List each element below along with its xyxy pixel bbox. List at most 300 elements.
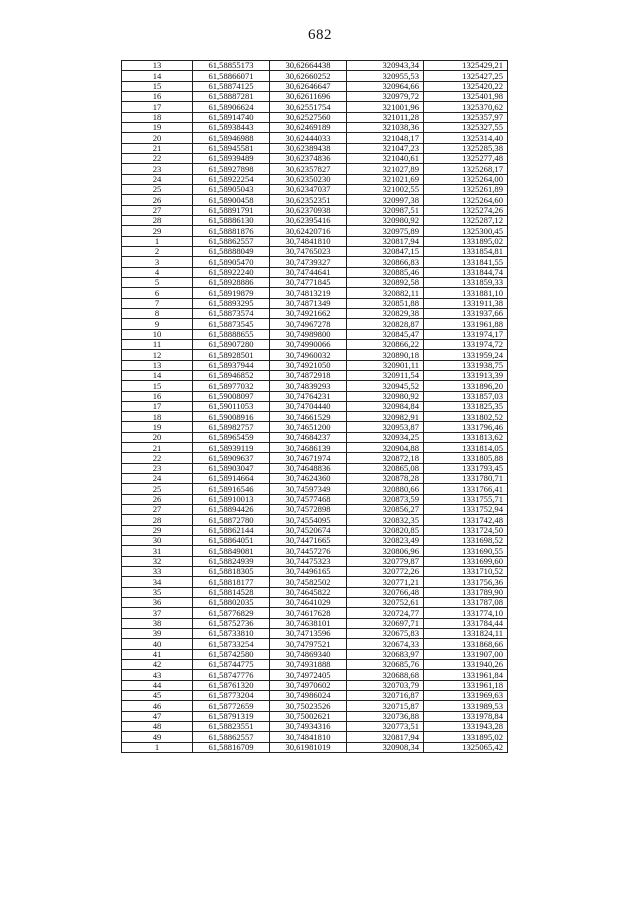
y-coordinate-cell: 1325277,48 [424,153,508,163]
longitude-cell: 30,74921662 [270,308,347,318]
point-number-cell: 23 [122,463,193,473]
y-coordinate-cell: 1331793,45 [424,463,508,473]
x-coordinate-cell: 320964,66 [347,81,424,91]
longitude-cell: 30,62646647 [270,81,347,91]
longitude-cell: 30,74931888 [270,660,347,670]
point-number-cell: 16 [122,391,193,401]
longitude-cell: 30,74572898 [270,505,347,515]
latitude-cell: 61,58910013 [193,494,270,504]
latitude-cell: 61,58818305 [193,567,270,577]
longitude-cell: 30,74704440 [270,401,347,411]
point-number-cell: 43 [122,670,193,680]
x-coordinate-cell: 320984,84 [347,401,424,411]
latitude-cell: 61,58922254 [193,174,270,184]
longitude-cell: 30,74739327 [270,257,347,267]
latitude-cell: 61,58744775 [193,660,270,670]
y-coordinate-cell: 1331813,62 [424,432,508,442]
y-coordinate-cell: 1331752,94 [424,505,508,515]
longitude-cell: 30,74475323 [270,556,347,566]
latitude-cell: 61,58909637 [193,453,270,463]
point-number-cell: 4 [122,267,193,277]
table-row [122,432,508,442]
longitude-cell: 30,62444033 [270,133,347,143]
x-coordinate-cell: 320878,28 [347,474,424,484]
x-coordinate-cell: 320866,22 [347,339,424,349]
table-row [122,267,508,277]
x-coordinate-cell: 320953,87 [347,422,424,432]
table-row [122,629,508,639]
y-coordinate-cell: 1331911,38 [424,298,508,308]
coordinates-table [121,60,508,753]
point-number-cell: 2 [122,246,193,256]
table-row [122,691,508,701]
table-row [122,608,508,618]
x-coordinate-cell: 320716,87 [347,691,424,701]
point-number-cell: 26 [122,494,193,504]
point-number-cell: 21 [122,443,193,453]
table-row [122,370,508,380]
table-row [122,567,508,577]
point-number-cell: 15 [122,381,193,391]
latitude-cell: 61,58742580 [193,649,270,659]
point-number-cell: 25 [122,184,193,194]
longitude-cell: 30,74934316 [270,722,347,732]
y-coordinate-cell: 1331907,00 [424,649,508,659]
x-coordinate-cell: 320736,88 [347,711,424,721]
longitude-cell: 30,62350230 [270,174,347,184]
latitude-cell: 61,58873545 [193,319,270,329]
point-number-cell: 19 [122,422,193,432]
x-coordinate-cell: 320873,59 [347,494,424,504]
x-coordinate-cell: 321001,96 [347,102,424,112]
x-coordinate-cell: 320817,94 [347,732,424,742]
point-number-cell: 22 [122,153,193,163]
point-number-cell: 16 [122,91,193,101]
longitude-cell: 30,62370938 [270,205,347,215]
y-coordinate-cell: 1331895,02 [424,732,508,742]
latitude-cell: 61,58862144 [193,525,270,535]
table-row [122,515,508,525]
x-coordinate-cell: 321002,55 [347,184,424,194]
point-number-cell: 21 [122,143,193,153]
x-coordinate-cell: 320997,38 [347,195,424,205]
longitude-cell: 30,75023526 [270,701,347,711]
table-row [122,174,508,184]
longitude-cell: 30,74641029 [270,598,347,608]
longitude-cell: 30,62420716 [270,226,347,236]
y-coordinate-cell: 1331710,52 [424,567,508,577]
point-number-cell: 28 [122,515,193,525]
longitude-cell: 30,62352351 [270,195,347,205]
latitude-cell: 61,58977032 [193,381,270,391]
point-number-cell: 19 [122,122,193,132]
latitude-cell: 61,58862557 [193,236,270,246]
y-coordinate-cell: 1331814,05 [424,443,508,453]
y-coordinate-cell: 1331959,24 [424,350,508,360]
longitude-cell: 30,74841810 [270,732,347,742]
latitude-cell: 61,58937944 [193,360,270,370]
latitude-cell: 61,58814528 [193,587,270,597]
longitude-cell: 30,61981019 [270,742,347,752]
y-coordinate-cell: 1331969,63 [424,691,508,701]
table-row [122,71,508,81]
table-row [122,422,508,432]
x-coordinate-cell: 320975,89 [347,226,424,236]
longitude-cell: 30,74554095 [270,515,347,525]
table-row [122,546,508,556]
longitude-cell: 30,62389438 [270,143,347,153]
latitude-cell: 61,58802035 [193,598,270,608]
y-coordinate-cell: 1331698,52 [424,536,508,546]
latitude-cell: 61,58906624 [193,102,270,112]
point-number-cell: 48 [122,722,193,732]
table-row [122,556,508,566]
y-coordinate-cell: 1331789,90 [424,587,508,597]
y-coordinate-cell: 1331974,72 [424,339,508,349]
point-number-cell: 18 [122,112,193,122]
longitude-cell: 30,74990066 [270,339,347,349]
table-row [122,732,508,742]
latitude-cell: 61,58907280 [193,339,270,349]
point-number-cell: 15 [122,81,193,91]
y-coordinate-cell: 1331974,17 [424,329,508,339]
longitude-cell: 30,74871349 [270,298,347,308]
longitude-cell: 30,74471665 [270,536,347,546]
y-coordinate-cell: 1331690,55 [424,546,508,556]
y-coordinate-cell: 1331857,03 [424,391,508,401]
latitude-cell: 61,58733254 [193,639,270,649]
table-row [122,577,508,587]
x-coordinate-cell: 320703,79 [347,680,424,690]
table-row [122,236,508,246]
point-number-cell: 3 [122,257,193,267]
table-row [122,401,508,411]
table-row [122,61,508,71]
table-row [122,226,508,236]
y-coordinate-cell: 1331868,66 [424,639,508,649]
latitude-cell: 61,58816709 [193,742,270,752]
y-coordinate-cell: 1325300,45 [424,226,508,236]
table-row [122,649,508,659]
latitude-cell: 61,58946852 [193,370,270,380]
latitude-cell: 61,58862557 [193,732,270,742]
latitude-cell: 61,58733810 [193,629,270,639]
x-coordinate-cell: 320771,21 [347,577,424,587]
x-coordinate-cell: 320806,96 [347,546,424,556]
longitude-cell: 30,74972405 [270,670,347,680]
point-number-cell: 30 [122,536,193,546]
x-coordinate-cell: 321047,23 [347,143,424,153]
x-coordinate-cell: 320828,87 [347,319,424,329]
point-number-cell: 27 [122,505,193,515]
latitude-cell: 61,58824939 [193,556,270,566]
x-coordinate-cell: 320943,34 [347,61,424,71]
latitude-cell: 61,58855173 [193,61,270,71]
y-coordinate-cell: 1325264,00 [424,174,508,184]
table-row [122,587,508,597]
table-row [122,91,508,101]
latitude-cell: 61,58874125 [193,81,270,91]
longitude-cell: 30,62611696 [270,91,347,101]
longitude-cell: 30,74684237 [270,432,347,442]
table-row [122,722,508,732]
latitude-cell: 61,59008916 [193,412,270,422]
y-coordinate-cell: 1331896,20 [424,381,508,391]
table-row [122,598,508,608]
point-number-cell: 37 [122,608,193,618]
x-coordinate-cell: 321027,89 [347,164,424,174]
x-coordinate-cell: 320880,66 [347,484,424,494]
x-coordinate-cell: 320955,53 [347,71,424,81]
latitude-cell: 61,58982757 [193,422,270,432]
longitude-cell: 30,74765023 [270,246,347,256]
point-number-cell: 1 [122,236,193,246]
point-number-cell: 33 [122,567,193,577]
y-coordinate-cell: 1331961,88 [424,319,508,329]
point-number-cell: 7 [122,298,193,308]
x-coordinate-cell: 320675,83 [347,629,424,639]
point-number-cell: 31 [122,546,193,556]
y-coordinate-cell: 1325268,17 [424,164,508,174]
latitude-cell: 61,58881876 [193,226,270,236]
point-number-cell: 17 [122,102,193,112]
y-coordinate-cell: 1331913,39 [424,370,508,380]
table-row [122,112,508,122]
longitude-cell: 30,75002621 [270,711,347,721]
latitude-cell: 61,58939119 [193,443,270,453]
x-coordinate-cell: 320823,49 [347,536,424,546]
table-row [122,257,508,267]
table-row [122,360,508,370]
x-coordinate-cell: 320934,25 [347,432,424,442]
x-coordinate-cell: 320832,35 [347,515,424,525]
longitude-cell: 30,62357827 [270,164,347,174]
latitude-cell: 61,58866071 [193,71,270,81]
y-coordinate-cell: 1331780,71 [424,474,508,484]
longitude-cell: 30,74648836 [270,463,347,473]
point-number-cell: 41 [122,649,193,659]
point-number-cell: 38 [122,618,193,628]
y-coordinate-cell: 1331796,46 [424,422,508,432]
longitude-cell: 30,74597349 [270,484,347,494]
table-row [122,701,508,711]
latitude-cell: 61,59011053 [193,401,270,411]
point-number-cell: 1 [122,742,193,752]
page-number: 682 [308,27,332,43]
table-row [122,453,508,463]
point-number-cell: 18 [122,412,193,422]
latitude-cell: 61,58922240 [193,267,270,277]
latitude-cell: 61,58927898 [193,164,270,174]
latitude-cell: 61,58776829 [193,608,270,618]
y-coordinate-cell: 1331859,33 [424,277,508,287]
point-number-cell: 47 [122,711,193,721]
longitude-cell: 30,74645822 [270,587,347,597]
x-coordinate-cell: 320908,34 [347,742,424,752]
longitude-cell: 30,74921050 [270,360,347,370]
x-coordinate-cell: 320872,18 [347,453,424,463]
point-number-cell: 25 [122,484,193,494]
longitude-cell: 30,62527560 [270,112,347,122]
y-coordinate-cell: 1331895,02 [424,236,508,246]
y-coordinate-cell: 1331943,28 [424,722,508,732]
point-number-cell: 26 [122,195,193,205]
point-number-cell: 13 [122,61,193,71]
table-row [122,536,508,546]
longitude-cell: 30,62395416 [270,215,347,225]
y-coordinate-cell: 1331766,41 [424,484,508,494]
longitude-cell: 30,62660252 [270,71,347,81]
longitude-cell: 30,74771845 [270,277,347,287]
x-coordinate-cell: 320772,26 [347,567,424,577]
y-coordinate-cell: 1331844,74 [424,267,508,277]
point-number-cell: 34 [122,577,193,587]
point-number-cell: 27 [122,205,193,215]
table-row [122,298,508,308]
latitude-cell: 61,58823551 [193,722,270,732]
point-number-cell: 14 [122,370,193,380]
table-row [122,164,508,174]
latitude-cell: 61,58905470 [193,257,270,267]
x-coordinate-cell: 320674,33 [347,639,424,649]
point-number-cell: 17 [122,401,193,411]
longitude-cell: 30,74582502 [270,577,347,587]
longitude-cell: 30,62374836 [270,153,347,163]
table-row [122,308,508,318]
latitude-cell: 61,58894426 [193,505,270,515]
point-number-cell: 12 [122,350,193,360]
table-row [122,639,508,649]
longitude-cell: 30,74671974 [270,453,347,463]
y-coordinate-cell: 1331961,18 [424,680,508,690]
x-coordinate-cell: 320851,88 [347,298,424,308]
y-coordinate-cell: 1325065,42 [424,742,508,752]
y-coordinate-cell: 1325264,60 [424,195,508,205]
y-coordinate-cell: 1331784,44 [424,618,508,628]
point-number-cell: 39 [122,629,193,639]
point-number-cell: 20 [122,133,193,143]
table-row [122,277,508,287]
point-number-cell: 40 [122,639,193,649]
longitude-cell: 30,74764231 [270,391,347,401]
table-row [122,350,508,360]
latitude-cell: 61,58886130 [193,215,270,225]
table-row [122,184,508,194]
table-row [122,381,508,391]
y-coordinate-cell: 1325370,62 [424,102,508,112]
longitude-cell: 30,74713596 [270,629,347,639]
y-coordinate-cell: 1331787,08 [424,598,508,608]
x-coordinate-cell: 320697,71 [347,618,424,628]
point-number-cell: 49 [122,732,193,742]
x-coordinate-cell: 320685,76 [347,660,424,670]
point-number-cell: 32 [122,556,193,566]
x-coordinate-cell: 320820,85 [347,525,424,535]
x-coordinate-cell: 321011,28 [347,112,424,122]
latitude-cell: 61,58916546 [193,484,270,494]
longitude-cell: 30,74651200 [270,422,347,432]
table-row [122,215,508,225]
longitude-cell: 30,74813219 [270,288,347,298]
x-coordinate-cell: 320882,11 [347,288,424,298]
y-coordinate-cell: 1331756,36 [424,577,508,587]
coordinates-table-body [122,61,508,753]
table-row [122,680,508,690]
table-row [122,133,508,143]
x-coordinate-cell: 320688,68 [347,670,424,680]
y-coordinate-cell: 1331938,75 [424,360,508,370]
x-coordinate-cell: 320866,83 [347,257,424,267]
x-coordinate-cell: 320865,08 [347,463,424,473]
x-coordinate-cell: 320980,92 [347,391,424,401]
y-coordinate-cell: 1325357,97 [424,112,508,122]
latitude-cell: 61,58872780 [193,515,270,525]
y-coordinate-cell: 1331742,48 [424,515,508,525]
latitude-cell: 61,59008097 [193,391,270,401]
table-row [122,660,508,670]
longitude-cell: 30,74744641 [270,267,347,277]
x-coordinate-cell: 320847,15 [347,246,424,256]
point-number-cell: 42 [122,660,193,670]
x-coordinate-cell: 320982,91 [347,412,424,422]
latitude-cell: 61,58905043 [193,184,270,194]
latitude-cell: 61,58945581 [193,143,270,153]
latitude-cell: 61,58887281 [193,91,270,101]
table-row [122,443,508,453]
y-coordinate-cell: 1331755,71 [424,494,508,504]
x-coordinate-cell: 320752,61 [347,598,424,608]
table-row [122,288,508,298]
longitude-cell: 30,74841810 [270,236,347,246]
x-coordinate-cell: 320911,54 [347,370,424,380]
x-coordinate-cell: 320885,46 [347,267,424,277]
x-coordinate-cell: 320773,51 [347,722,424,732]
x-coordinate-cell: 320945,52 [347,381,424,391]
y-coordinate-cell: 1325287,12 [424,215,508,225]
table-row [122,391,508,401]
longitude-cell: 30,62664438 [270,61,347,71]
x-coordinate-cell: 320980,92 [347,215,424,225]
table-row [122,484,508,494]
longitude-cell: 30,74638101 [270,618,347,628]
longitude-cell: 30,74839293 [270,381,347,391]
x-coordinate-cell: 320904,88 [347,443,424,453]
table-row [122,525,508,535]
latitude-cell: 61,58903047 [193,463,270,473]
longitude-cell: 30,74986024 [270,691,347,701]
y-coordinate-cell: 1325427,25 [424,71,508,81]
latitude-cell: 61,58914740 [193,112,270,122]
table-row [122,494,508,504]
y-coordinate-cell: 1325274,26 [424,205,508,215]
y-coordinate-cell: 1331961,84 [424,670,508,680]
table-row [122,505,508,515]
table-row [122,711,508,721]
latitude-cell: 61,58938443 [193,122,270,132]
y-coordinate-cell: 1331825,35 [424,401,508,411]
table-row [122,205,508,215]
y-coordinate-cell: 1325327,55 [424,122,508,132]
longitude-cell: 30,74661529 [270,412,347,422]
longitude-cell: 30,74967278 [270,319,347,329]
y-coordinate-cell: 1331841,55 [424,257,508,267]
point-number-cell: 23 [122,164,193,174]
point-number-cell: 20 [122,432,193,442]
table-row [122,742,508,752]
x-coordinate-cell: 320979,72 [347,91,424,101]
latitude-cell: 61,58891791 [193,205,270,215]
y-coordinate-cell: 1331881,10 [424,288,508,298]
